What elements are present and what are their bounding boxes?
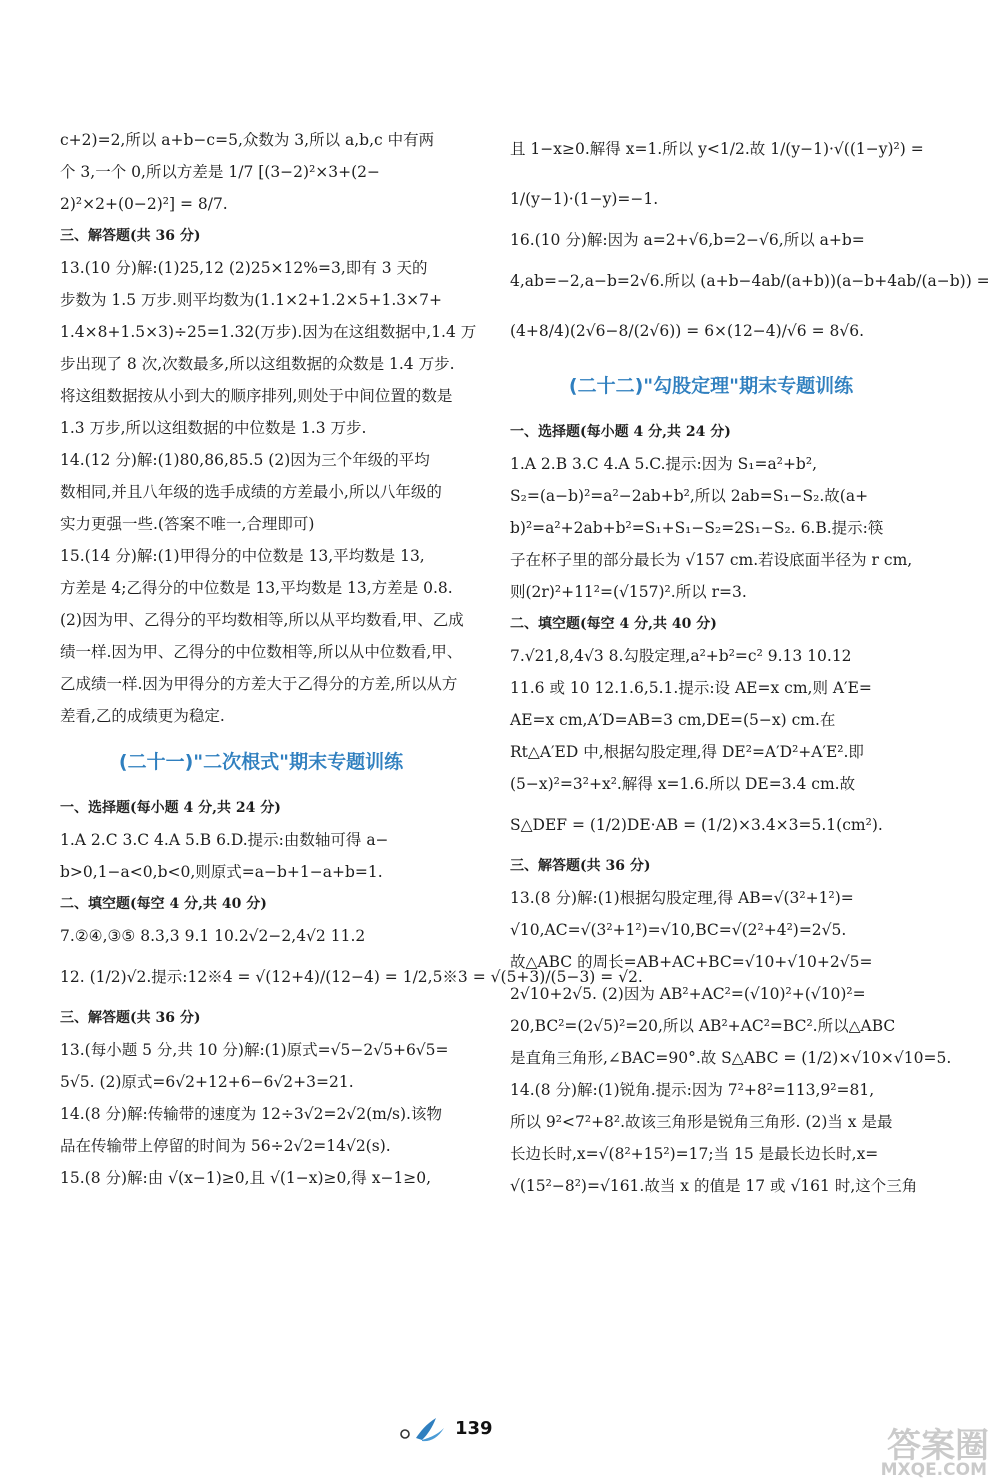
text-line: 数相同,并且八年级的选手成绩的方差最小,所以八年级的 — [60, 483, 442, 501]
text-line: 2√10+2√5. (2)因为 AB²+AC²=(√10)²+(√10)²= — [510, 985, 866, 1003]
text-line: 个 3,一个 0,所以方差是 1/7 [(3−2)²×3+(2− — [60, 163, 381, 181]
text-line: AE=x cm,A′D=AB=3 cm,DE=(5−x) cm.在 — [510, 711, 836, 729]
text-line: 15.(14 分)解:(1)甲得分的中位数是 13,平均数是 13, — [60, 547, 425, 565]
text-line: Rt△A′ED 中,根据勾股定理,得 DE²=A′D²+A′E².即 — [510, 743, 864, 761]
text-line: (4+8/4)(2√6−8/(2√6)) = 6×(12−4)/√6 = 8√6. — [510, 322, 865, 340]
watermark — [828, 1414, 993, 1482]
text-line: 故△ABC 的周长=AB+AC+BC=√10+√10+2√5= — [510, 953, 873, 971]
page-number: 139 — [455, 1418, 493, 1439]
text-line: √(15²−8²)=√161.故当 x 的值是 17 或 √161 时,这个三角 — [510, 1177, 918, 1195]
text-line: c+2)=2,所以 a+b−c=5,众数为 3,所以 a,b,c 中有两 — [60, 131, 435, 149]
text-line: 11.6 或 10 12.1.6,5.1.提示:设 AE=x cm,则 A′E= — [510, 679, 872, 697]
text-line: 14.(8 分)解:(1)锐角.提示:因为 7²+8²=113,9²=81, — [510, 1081, 875, 1099]
section-title: (二十二)"勾股定理"期末专题训练 — [568, 375, 854, 397]
text-line: S△DEF = (1/2)DE·AB = (1/2)×3.4×3=5.1(cm²). — [510, 816, 883, 834]
text-line: 13.(每小题 5 分,共 10 分)解:(1)原式=√5−2√5+6√5= — [60, 1041, 449, 1059]
text-line: 7.√21,8,4√3 8.勾股定理,a²+b²=c² 9.13 10.12 — [510, 647, 852, 665]
text-line: 4,ab=−2,a−b=2√6.所以 (a+b−4ab/(a+b))(a−b+4ab/(a−b)) = — [510, 272, 990, 290]
text-line: 1.A 2.C 3.C 4.A 5.B 6.D.提示:由数轴可得 a− — [60, 831, 389, 849]
text-line: 子在杯子里的部分最长为 √157 cm.若设底面半径为 r cm, — [510, 551, 913, 569]
text-line: 1.4×8+1.5×3)÷25=1.32(万步).因为在这组数据中,1.4 万 — [60, 323, 477, 341]
subsection-heading: 三、解答题(共 36 分) — [60, 1010, 201, 1026]
text-line: 14.(8 分)解:传输带的速度为 12÷3√2=2√2(m/s).该物 — [60, 1105, 442, 1123]
text-line: 13.(8 分)解:(1)根据勾股定理,得 AB=√(3²+1²)= — [510, 889, 854, 907]
text-line: 品在传输带上停留的时间为 56÷2√2=14√2(s). — [60, 1137, 391, 1155]
text-line: 方差是 4;乙得分的中位数是 13,平均数是 13,方差是 0.8. — [60, 579, 453, 597]
subsection-heading: 三、解答题(共 36 分) — [510, 858, 651, 874]
text-line: 是直角三角形,∠BAC=90°.故 S△ABC = (1/2)×√10×√10=5. — [510, 1049, 952, 1067]
right-column — [510, 124, 990, 1202]
text-line: 1/(y−1)·(1−y)=−1. — [510, 190, 659, 208]
subsection-heading: 三、解答题(共 36 分) — [60, 228, 201, 244]
subsection-heading: 一、选择题(每小题 4 分,共 24 分) — [60, 800, 281, 816]
text-line: b>0,1−a<0,b<0,则原式=a−b+1−a+b=1. — [60, 863, 383, 881]
text-line: √10,AC=√(3²+1²)=√10,BC=√(2²+4²)=2√5. — [510, 921, 847, 939]
text-line: 所以 9²<7²+8².故该三角形是锐角三角形. (2)当 x 是最 — [510, 1113, 893, 1131]
text-line: 绩一样.因为甲、乙得分的中位数相等,所以从中位数看,甲、 — [60, 643, 463, 661]
subsection-heading: 一、选择题(每小题 4 分,共 24 分) — [510, 424, 731, 440]
text-line: 长边长时,x=√(8²+15²)=17;当 15 是最长边长时,x= — [510, 1145, 879, 1163]
text-line: 1.3 万步,所以这组数据的中位数是 1.3 万步. — [60, 419, 367, 437]
text-line: 7.②④,③⑤ 8.3,3 9.1 10.2√2−2,4√2 11.2 — [60, 927, 366, 945]
text-line: 且 1−x≥0.解得 x=1.所以 y<1/2.故 1/(y−1)·√((1−y)²) = — [510, 140, 924, 158]
text-line: 12. (1/2)√2.提示:12※4 = √(12+4)/(12−4) = 1/2,5※3 = √(5+3)/(5−3) = √2. — [60, 968, 643, 986]
text-line: 5√5. (2)原式=6√2+12+6−6√2+3=21. — [60, 1073, 354, 1091]
text-line: 2)²×2+(0−2)²] = 8/7. — [60, 195, 228, 213]
text-line: 乙成绩一样.因为甲得分的方差大于乙得分的方差,所以从方 — [60, 675, 458, 693]
text-line: 16.(10 分)解:因为 a=2+√6,b=2−√6,所以 a+b= — [510, 231, 865, 249]
text-line: 15.(8 分)解:由 √(x−1)≥0,且 √(1−x)≥0,得 x−1≥0, — [60, 1169, 432, 1187]
text-line: 20,BC²=(2√5)²=20,所以 AB²+AC²=BC².所以△ABC — [510, 1017, 896, 1035]
text-line: 则(2r)²+11²=(√157)².所以 r=3. — [510, 583, 747, 601]
text-line: (5−x)²=3²+x².解得 x=1.6.所以 DE=3.4 cm.故 — [510, 775, 856, 793]
text-line: 将这组数据按从小到大的顺序排列,则处于中间位置的数是 — [60, 387, 453, 405]
text-line: (2)因为甲、乙得分的平均数相等,所以从平均数看,甲、乙成 — [60, 611, 464, 629]
subsection-heading: 二、填空题(每空 4 分,共 40 分) — [510, 616, 717, 632]
text-line: b)²=a²+2ab+b²=S₁+S₁−S₂=2S₁−S₂. 6.B.提示:筷 — [510, 519, 884, 537]
text-line: 1.A 2.B 3.C 4.A 5.C.提示:因为 S₁=a²+b², — [510, 455, 817, 473]
text-line: 步出现了 8 次,次数最多,所以这组数据的众数是 1.4 万步. — [60, 355, 455, 373]
publisher-logo-icon — [396, 1414, 448, 1444]
text-line: 差看,乙的成绩更为稳定. — [60, 707, 225, 725]
watermark-lower-text: MXQE.COM — [880, 1460, 987, 1480]
watermark-upper-text: 答案圈 — [887, 1426, 989, 1466]
subsection-heading: 二、填空题(每空 4 分,共 40 分) — [60, 896, 267, 912]
text-line: S₂=(a−b)²=a²−2ab+b²,所以 2ab=S₁−S₂.故(a+ — [510, 487, 869, 505]
section-title: (二十一)"二次根式"期末专题训练 — [118, 751, 404, 773]
text-line: 13.(10 分)解:(1)25,12 (2)25×12%=3,即有 3 天的 — [60, 259, 428, 277]
text-line: 步数为 1.5 万步.则平均数为(1.1×2+1.2×5+1.3×7+ — [60, 291, 442, 309]
text-line: 14.(12 分)解:(1)80,86,85.5 (2)因为三个年级的平均 — [60, 451, 430, 469]
text-line: 实力更强一些.(答案不唯一,合理即可) — [60, 515, 315, 533]
